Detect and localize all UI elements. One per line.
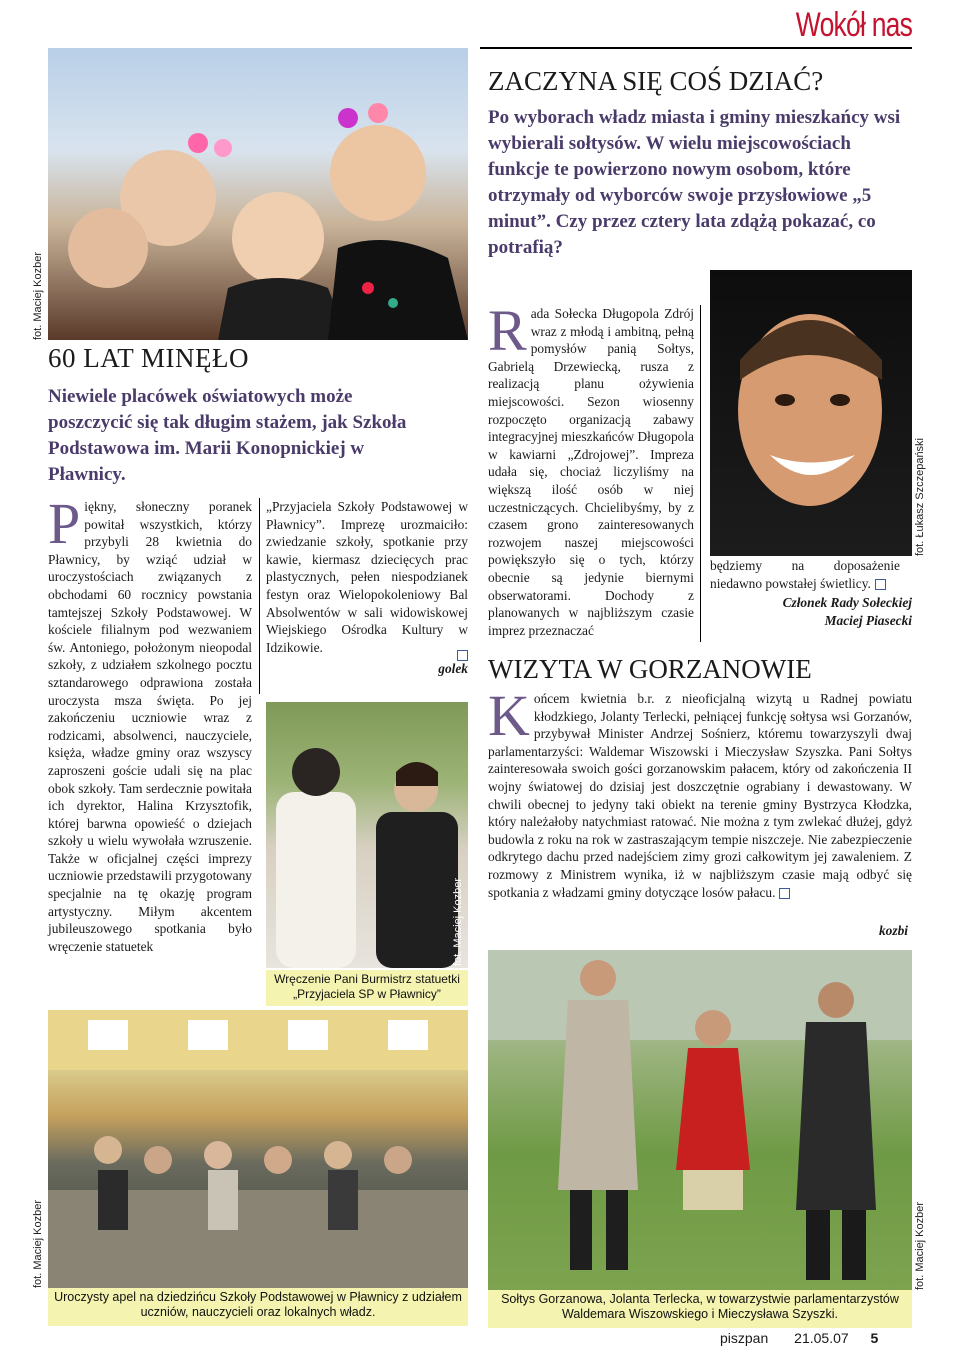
article-title: ZACZYNA SIĘ COŚ DZIAĆ? (488, 66, 824, 96)
footer-publication: piszpan (720, 1330, 769, 1346)
photo-credit: fot. Maciej Kozber (452, 877, 464, 966)
photo-caption: Sołtys Gorzanowa, Jolanta Terlecka, w towarzystwie parlamentarzystów Waldemara Wiszowskiego i Mieczysława Szyszki. (488, 1290, 912, 1328)
article-body-col1 (48, 491, 252, 955)
column-rule (259, 498, 260, 694)
photo-credit: fot. Łukasz Szczepański (914, 437, 926, 556)
end-square-icon (875, 579, 886, 590)
article-title: WIZYTA W GORZANOWIE (488, 654, 812, 684)
signature-title: Członek Rady Sołeckiej (782, 595, 912, 610)
children-illustration (48, 48, 468, 340)
award-illustration (266, 702, 468, 968)
article-lead: Po wyborach władz miasta i gminy mieszkańcy wsi wybierali sołtysów. W wielu miejscowościach funkcje te powierzono nowym osobom, które otrzymały od wyborców swoje przysłowiowe „5 minut”. Czy przez cztery lata zdążą pokazać, co potrafią? (488, 107, 901, 258)
photo-credit: fot. Maciej Kozber (32, 251, 44, 340)
photo-children-in-folk-costume (48, 48, 468, 340)
signature-name: Maciej Piasecki (824, 613, 912, 628)
photo-school-assembly (48, 1010, 468, 1288)
body-text: iękny, słoneczny poranek powitał wszystkich, którzy przybyli 28 kwietnia do Pławnicy, by wziąć udział w uroczystościach związanych z obchodami 60 rocznicy powstania tamtejszej Szkoły Podstawowej. W kościele filialnym pod wezwaniem św. Antoniego, położonym nieopodal szkoły, z udziałem szkolnego pocztu sztandarowego odprawiona została uroczysta msza święta. Po jej zakończeniu uczniowie wraz z rodzicami, absolwenci, nauczyciele, księża, władze gminy oraz wszyscy zaproszeni goście udali się na plac obok szkoły. Tam serdecznie powitała ich dyrektor, Halina Krzysztofik, której barwna opowieść o dziejach szkoły u wielu wywołała wzruszenie. Także w oficjalnej części imprezy uczniowie przedstawili przygotowany specjalnie na tę okazję program artystyczny. Miłym akcentem jubileuszowego spotkania było wręczenie statuetek (48, 499, 252, 954)
body-text: ońcem kwietnia b.r. z nieoficjalną wizytą u Radnej powiatu kłodzkiego, Jolanty Terlecki, pełniącej funkcję sołtysa wsi Gorzanów, przybywał Minister Andrzej Sośnierz, któremu towarzyszyli dwaj parlamentarzyści: Waldemar Wiszowski i Mieczysław Szyszka. Pani Sołtys zainteresowała swoich gości gorzanowskim pałacem, który od zakończenia II wojny światowej do dzisiaj jest doszczętnie ograbiany i dewastowany. W chwili obecnej to jedyny taki obiekt na terenie gminy Bystrzyca Kłodzka, który należałoby natychmiast ratować. Nie można z tym zwlekać dłużej, gdyż budowla z roku na rok w zastraszającym tempie niszczeje. Nie zabezpieczenie odkrytego dachu przed nadejściem zimy grozi całkowitym jej zawaleniem. Z rozmowy z Ministrem wynika, iż w najbliższym czasie mają odbyć się spotkania z władzami gminy dotyczące losów pałacu. (488, 691, 912, 900)
article-body-continued (710, 557, 900, 592)
footer-date: 21.05.07 (794, 1330, 849, 1346)
article-lead: Niewiele placówek oświatowych może poszczycić się tak długim stażem, jak Szkoła Podstawowa im. Marii Konopnickiej w Pławnicy. (48, 386, 407, 485)
header-rule (480, 47, 912, 49)
photo-portrait-maciej-piasecki (710, 270, 912, 556)
dropcap: R (488, 298, 527, 363)
article-body (488, 298, 694, 639)
column-rule (700, 305, 701, 642)
photo-gorzanow-visit (488, 950, 912, 1290)
article-body (488, 683, 912, 901)
article-title: 60 LAT MINĘŁO (48, 343, 249, 373)
body-text: ada Sołecka Długopola Zdrój wraz z młodą i ambitną, pełną pomysłów panią Sołtys, Gabrielą Drzewiecką, rusza z realizacją planu ożywienia miejscowości. Sezon wiosenny rozpoczęto organizacją zabawy integracyjnej mieszkańców Długopola w kawiarni „Zdrojowej”. Impreza udała się, chociaż liczyliśmy na większą ilość osób w niej uczestniczących. Chcielibyśmy, by z czasem grono zainteresowanych rozwojem naszej miejscowości powiększyło się o tych, którzy obecnie są jedynie biernymi obserwatorami. Dochody z planowanych w najbliższym czasie imprez przeznaczać (488, 306, 694, 638)
section-header: Wokół nas (795, 6, 912, 44)
footer (720, 1330, 912, 1346)
visit-illustration (488, 950, 912, 1290)
body-text: będziemy na doposażenie niedawno powstałej świetlicy. (710, 558, 900, 591)
dropcap: P (48, 491, 81, 556)
photo-credit: fot. Maciej Kozber (32, 1199, 44, 1288)
photo-caption: Wręczenie Pani Burmistrz statuetki „Przyjaciela SP w Pławnicy” (266, 970, 468, 1006)
article-signature: golek (438, 661, 468, 676)
portrait-illustration (710, 270, 912, 556)
photo-caption: Uroczysty apel na dziedzińcu Szkoły Podstawowej w Pławnicy z udziałem uczniów, nauczycieli oraz lokalnych władz. (48, 1288, 468, 1326)
end-square-icon (457, 650, 468, 661)
photo-credit: fot. Maciej Kozber (914, 1201, 926, 1290)
photo-statuette-award (266, 702, 468, 968)
page-number: 5 (870, 1330, 879, 1346)
assembly-illustration (48, 1010, 468, 1288)
dropcap: K (488, 683, 530, 748)
article-signature: kozbi (878, 923, 908, 938)
article-body-col2: „Przyjaciela Szkoły Podstawowej w Pławnicy”. Imprezę urozmaiciło: zwiedzanie szkoły, spotkanie przy kawie, kiermasz dziecięcych prac plastycznych, pełen niespodzianek festyn oraz Wielopokoleniowy Bal Absolwentów w sali widowiskowej Wiejskiego Ośrodka Kultury w Idzikowie. (266, 499, 468, 655)
end-square-icon (779, 888, 790, 899)
